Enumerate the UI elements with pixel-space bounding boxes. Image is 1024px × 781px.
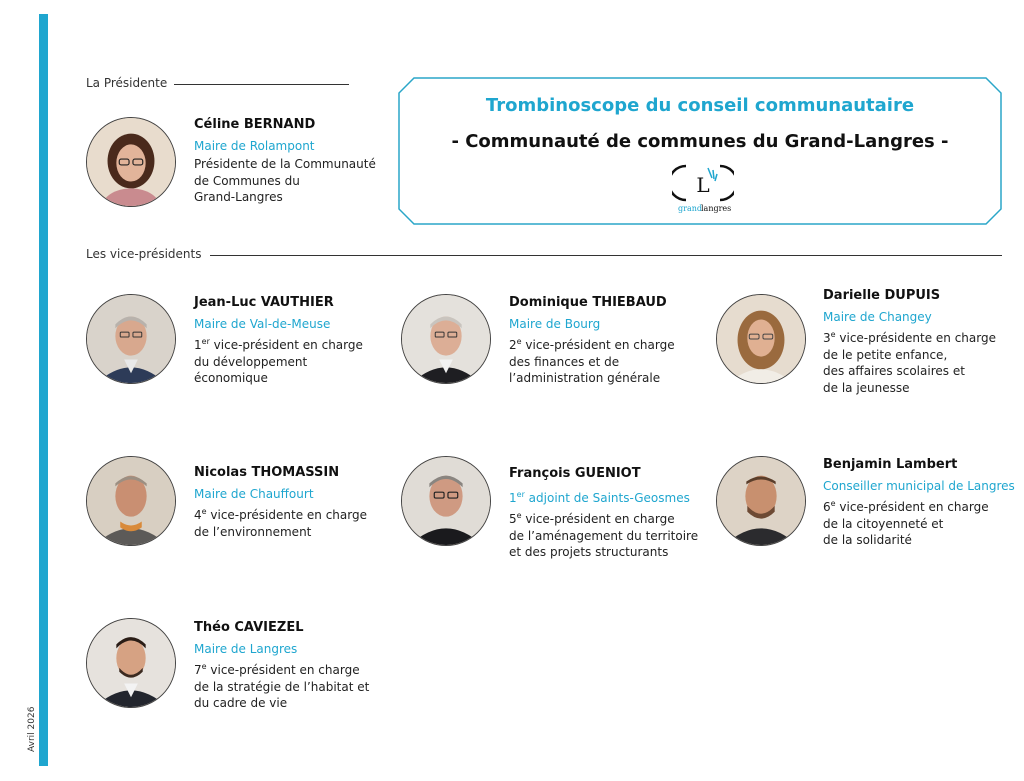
vp-3-desc-line: de le petite enfance, [823, 347, 948, 362]
president-desc-line: Présidente de la Communauté [194, 157, 376, 171]
vp-1-info [194, 295, 363, 387]
logo-text-langres: langres [701, 204, 732, 213]
vp-5-role-num: 1 [509, 490, 517, 505]
president-desc-line: de Communes du [194, 173, 300, 188]
vp-5-desc-line: vice-président en charge [521, 512, 675, 526]
president-name: Céline BERNAND [194, 117, 316, 132]
vp-7-desc-line: vice-président en charge [206, 663, 360, 677]
vp-5-role: adjoint de Saints-Geosmes [524, 490, 690, 505]
vp-1-desc-line: économique [194, 371, 268, 385]
vp-3-ord-sup: e [830, 330, 836, 339]
vp-2-name: Dominique THIEBAUD [509, 295, 667, 310]
vp-1-role: Maire de Val-de-Meuse [194, 316, 331, 331]
vp-6-desc-line: de la solidarité [823, 533, 912, 547]
avatar-president [86, 117, 176, 207]
section-rule-vice [210, 255, 1002, 256]
section-label-president: La Présidente [86, 76, 168, 90]
president-desc-line: Grand-Langres [194, 190, 283, 204]
vp-5-role-sup: er [516, 489, 525, 499]
vp-2-desc-line: l’administration générale [509, 371, 661, 385]
vp-7-name: Théo CAVIEZEL [194, 620, 304, 635]
vp-7-desc-line: de la stratégie de l’habitat et [194, 679, 370, 694]
avatar-vp-3 [716, 294, 806, 384]
section-rule-president [174, 84, 349, 85]
left-accent-bar [39, 14, 48, 766]
avatar-vp-2 [401, 294, 491, 384]
vp-4-role: Maire de Chauffourt [194, 486, 314, 501]
vp-6-ord-num: 6 [823, 500, 831, 514]
vp-6-info [823, 457, 1015, 549]
vp-2-role: Maire de Bourg [509, 316, 601, 331]
logo-letter: L [696, 173, 710, 197]
vp-3-info [823, 288, 996, 396]
vp-4-name: Nicolas THOMASSIN [194, 465, 340, 480]
vp-5-ord-sup: e [516, 511, 522, 520]
vp-6-role: Conseiller municipal de Langres [823, 478, 1015, 493]
vp-5-desc-line: de l’aménagement du territoire [509, 528, 699, 543]
vp-1-ord-sup: er [201, 337, 210, 346]
vp-5-info [509, 466, 698, 561]
avatar-vp-6 [716, 456, 806, 546]
page-title: Trombinoscope du conseil communautaire [485, 95, 915, 116]
logo-text-grand: grand [678, 204, 702, 213]
vp-1-desc-line: du développement [194, 354, 308, 369]
president-role: Maire de Rolampont [194, 138, 315, 153]
vp-4-desc-line: de l’environnement [194, 524, 312, 539]
vp-5-ord-num: 5 [509, 512, 517, 526]
president-info [194, 117, 376, 206]
avatar-vp-5 [401, 456, 491, 546]
vp-6-ord-sup: e [830, 499, 836, 508]
vp-3-ord-num: 3 [823, 331, 831, 345]
vp-1-ord-num: 1 [194, 338, 202, 352]
vp-3-desc-line: vice-présidente en charge [835, 331, 996, 345]
vp-6-name: Benjamin Lambert [823, 457, 958, 472]
vp-2-desc-line: vice-président en charge [521, 338, 675, 352]
vp-7-info [194, 620, 369, 712]
vp-4-desc-line: vice-présidente en charge [206, 508, 367, 522]
page-subtitle: - Communauté de communes du Grand-Langres - [451, 131, 949, 152]
section-label-vice: Les vice-présidents [86, 247, 202, 261]
vp-4-ord-num: 4 [194, 508, 202, 522]
vp-6-desc-line: vice-président en charge [835, 500, 989, 514]
vp-7-ord-sup: e [201, 662, 207, 671]
avatar-vp-7 [86, 618, 176, 708]
vp-6-desc-line: de la citoyenneté et [823, 516, 944, 531]
vp-3-name: Darielle DUPUIS [823, 288, 941, 303]
vp-3-desc-line: des affaires scolaires et [823, 364, 965, 378]
vp-2-ord-num: 2 [509, 338, 517, 352]
date-label: Avril 2026 [27, 706, 37, 752]
vp-5-desc-line: et des projets structurants [509, 545, 669, 559]
vp-4-ord-sup: e [201, 507, 207, 516]
vp-2-desc-line: des finances et de [509, 354, 620, 369]
vp-7-ord-num: 7 [194, 663, 202, 677]
vp-3-desc-line: de la jeunesse [823, 380, 910, 395]
vp-3-role: Maire de Changey [823, 309, 932, 324]
vp-1-desc-line: vice-président en charge [209, 338, 363, 352]
vp-4-info [194, 465, 367, 540]
grand-langres-logo [672, 160, 734, 214]
vp-7-role: Maire de Langres [194, 641, 298, 656]
avatar-vp-4 [86, 456, 176, 546]
vp-2-info [509, 295, 675, 387]
vp-5-name: François GUENIOT [509, 466, 641, 481]
vp-2-ord-sup: e [516, 337, 522, 346]
vp-7-desc-line: du cadre de vie [194, 696, 288, 710]
vp-1-name: Jean-Luc VAUTHIER [194, 295, 334, 310]
avatar-vp-1 [86, 294, 176, 384]
